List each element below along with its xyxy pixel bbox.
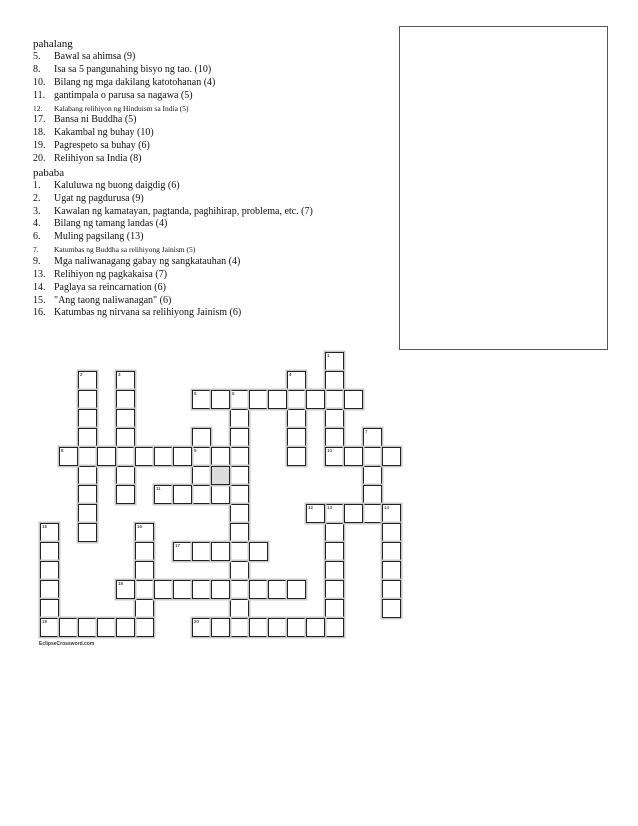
grid-cell[interactable] [287,409,306,428]
grid-cell[interactable] [382,504,401,523]
grid-cell[interactable] [154,447,173,466]
grid-cell[interactable] [230,447,249,466]
grid-cell[interactable] [116,580,135,599]
grid-cell[interactable] [78,523,97,542]
grid-cell[interactable] [135,523,154,542]
clue-number: 6. [33,231,41,243]
clue-text: gantimpala o parusa sa nagawa (5) [54,89,193,101]
grid-cell[interactable] [287,428,306,447]
clue-text: Katumbas ng nirvana sa relihiyong Jainism (6) [54,307,242,319]
grid-cell[interactable] [116,371,135,390]
grid-cell[interactable] [192,447,211,466]
clue-text: Paglaya sa reincarnation (6) [54,281,166,293]
clue-number: 2. [33,192,41,204]
grid-cell[interactable] [192,428,211,447]
across-heading: pahalang [33,38,73,50]
grid-cell[interactable] [287,580,306,599]
clue-number: 15. [33,294,46,306]
grid-cell[interactable] [230,618,249,637]
cell-number: 10 [327,448,333,453]
cell-number: 1 [327,353,330,358]
cell-number: 13 [327,505,333,510]
cell-number: 9 [194,448,197,453]
grid-cell[interactable] [211,466,230,485]
clue-text: Relihiyon sa India (8) [54,152,142,164]
grid-cell[interactable] [40,618,59,637]
clue-text: Relihiyon ng pagkakaisa (7) [54,268,168,280]
grid-cell[interactable] [287,618,306,637]
grid-cell[interactable] [382,542,401,561]
grid-cell[interactable] [192,390,211,409]
grid-cell[interactable] [325,352,344,371]
cell-number: 20 [194,619,200,624]
grid-cell[interactable] [363,504,382,523]
clue-text: Kakambal ng buhay (10) [54,127,154,139]
grid-cell[interactable] [211,618,230,637]
cell-number: 4 [289,372,292,377]
clue-number: 5. [33,51,41,62]
grid-cell[interactable] [325,523,344,542]
grid-cell[interactable] [78,409,97,428]
clue-text: Pagrespeto sa buhay (6) [54,139,150,151]
cell-number: 14 [384,505,390,510]
grid-cell[interactable] [192,542,211,561]
grid-cell[interactable] [230,466,249,485]
clue-text: Kawalan ng kamatayan, pagtanda, paghihirap, problema, etc. (7) [54,205,313,217]
grid-cell[interactable] [40,542,59,561]
grid-cell[interactable] [325,390,344,409]
grid-cell[interactable] [306,390,325,409]
cell-number: 11 [156,486,161,491]
cell-number: 17 [175,543,181,548]
grid-cell[interactable] [173,447,192,466]
grid-cell[interactable] [116,466,135,485]
grid-cell[interactable] [40,561,59,580]
clue-number: 17. [33,114,46,126]
grid-cell[interactable] [78,618,97,637]
grid-cell[interactable] [192,618,211,637]
grid-cell[interactable] [135,561,154,580]
credit-label: EclipseCrossword.com [39,641,95,647]
grid-cell[interactable] [230,485,249,504]
clue-number: 14. [33,281,46,293]
clue-number: 13. [33,268,46,280]
grid-cell[interactable] [249,618,268,637]
grid-cell[interactable] [344,390,363,409]
cell-number: 12 [308,505,314,510]
grid-cell[interactable] [192,485,211,504]
clue-number: 1. [33,179,41,191]
grid-cell[interactable] [78,371,97,390]
grid-cell[interactable] [268,618,287,637]
grid-cell[interactable] [287,371,306,390]
cell-number: 18 [118,581,124,586]
grid-cell[interactable] [306,618,325,637]
grid-cell[interactable] [59,447,78,466]
clue-number: 9. [33,255,41,267]
grid-cell[interactable] [249,580,268,599]
cell-number: 3 [118,372,121,377]
clue-number: 3. [33,205,41,217]
grid-cell[interactable] [135,618,154,637]
grid-cell[interactable] [173,580,192,599]
clue-text: Bawal sa ahimsa (9) [54,51,136,62]
grid-cell[interactable] [230,599,249,618]
grid-cell[interactable] [211,542,230,561]
grid-cell[interactable] [325,618,344,637]
grid-cell[interactable] [78,466,97,485]
clue-text: Muling pagsilang (13) [54,231,144,243]
grid-cell[interactable] [173,542,192,561]
grid-cell[interactable] [78,447,97,466]
grid-cell[interactable] [268,580,287,599]
grid-cell[interactable] [363,447,382,466]
grid-cell[interactable] [325,580,344,599]
clue-text: Bansa ni Buddha (5) [54,114,137,126]
grid-cell[interactable] [325,599,344,618]
grid-cell[interactable] [78,428,97,447]
grid-cell[interactable] [173,485,192,504]
grid-cell[interactable] [135,580,154,599]
cell-number: 2 [80,372,83,377]
grid-cell[interactable] [211,390,230,409]
cell-number: 16 [137,524,143,529]
grid-cell[interactable] [78,504,97,523]
grid-cell[interactable] [192,580,211,599]
grid-cell[interactable] [268,390,287,409]
grid-cell[interactable] [287,390,306,409]
clue-number: 8. [33,63,41,75]
grid-cell[interactable] [40,599,59,618]
grid-cell[interactable] [135,599,154,618]
grid-cell[interactable] [116,409,135,428]
cell-number: 6 [232,391,235,396]
grid-cell[interactable] [97,447,116,466]
cell-number: 5 [194,391,197,396]
clue-number: 7. [33,245,39,255]
grid-cell[interactable] [325,428,344,447]
grid-cell[interactable] [211,485,230,504]
grid-cell[interactable] [382,523,401,542]
grid-cell[interactable] [230,542,249,561]
grid-cell[interactable] [154,580,173,599]
cell-number: 15 [42,524,48,529]
clue-text: Kaluluwa ng buong daigdig (6) [54,179,180,191]
clue-number: 16. [33,307,46,319]
grid-cell[interactable] [325,504,344,523]
grid-cell[interactable] [344,447,363,466]
grid-cell[interactable] [230,561,249,580]
grid-cell[interactable] [306,504,325,523]
grid-cell[interactable] [211,447,230,466]
grid-cell[interactable] [192,466,211,485]
grid-cell[interactable] [230,390,249,409]
grid-cell[interactable] [363,428,382,447]
clue-text: Mga naliwanagang gabay ng sangkatauhan (4) [54,255,241,267]
grid-cell[interactable] [78,390,97,409]
grid-cell[interactable] [325,561,344,580]
grid-cell[interactable] [116,428,135,447]
grid-cell[interactable] [116,390,135,409]
clue-text: Bilang ng mga dakilang katotohanan (4) [54,76,216,88]
grid-cell[interactable] [325,447,344,466]
grid-cell[interactable] [382,561,401,580]
grid-cell[interactable] [382,447,401,466]
cell-number: 8 [61,448,64,453]
clue-text: "Ang taong naliwanagan" (6) [54,294,172,306]
grid-cell[interactable] [230,523,249,542]
grid-cell[interactable] [97,618,116,637]
grid-cell[interactable] [230,504,249,523]
grid-cell[interactable] [287,447,306,466]
grid-cell[interactable] [249,390,268,409]
grid-cell[interactable] [230,428,249,447]
grid-cell[interactable] [344,504,363,523]
grid-cell[interactable] [230,409,249,428]
grid-cell[interactable] [211,580,230,599]
grid-cell[interactable] [135,447,154,466]
cell-number: 7 [365,429,368,434]
grid-cell[interactable] [116,485,135,504]
clue-text: Kalabang relihiyon ng Hinduism sa India (5) [54,103,189,113]
grid-cell[interactable] [116,618,135,637]
cell-number: 19 [42,619,48,624]
grid-cell[interactable] [40,523,59,542]
clue-number: 4. [33,218,41,230]
grid-cell[interactable] [249,542,268,561]
grid-cell[interactable] [59,618,78,637]
down-heading: pababa [33,166,65,179]
grid-cell[interactable] [230,580,249,599]
clue-text: Bilang ng tamang landas (4) [54,218,168,230]
grid-cell[interactable] [363,485,382,504]
grid-cell[interactable] [116,447,135,466]
clue-number: 18. [33,127,46,139]
grid-cell[interactable] [78,485,97,504]
clue-number: 19. [33,139,46,151]
grid-cell[interactable] [154,485,173,504]
clue-number: 20. [33,152,46,164]
grid-cell[interactable] [40,580,59,599]
clue-number: 12. [33,103,43,113]
grid-cell[interactable] [325,409,344,428]
clue-text: Isa sa 5 pangunahing bisyo ng tao. (10) [54,63,212,75]
clue-text: Ugat ng pagdurusa (9) [54,192,144,204]
clue-text: Katumbas ng Buddha sa relihiyong Jainism (5) [54,245,196,255]
clue-number: 11. [33,89,46,101]
grid-cell[interactable] [363,466,382,485]
clue-number: 10. [33,76,46,88]
grid-cell[interactable] [382,580,401,599]
grid-cell[interactable] [382,599,401,618]
grid-cell[interactable] [325,542,344,561]
grid-cell[interactable] [325,371,344,390]
grid-cell[interactable] [135,542,154,561]
